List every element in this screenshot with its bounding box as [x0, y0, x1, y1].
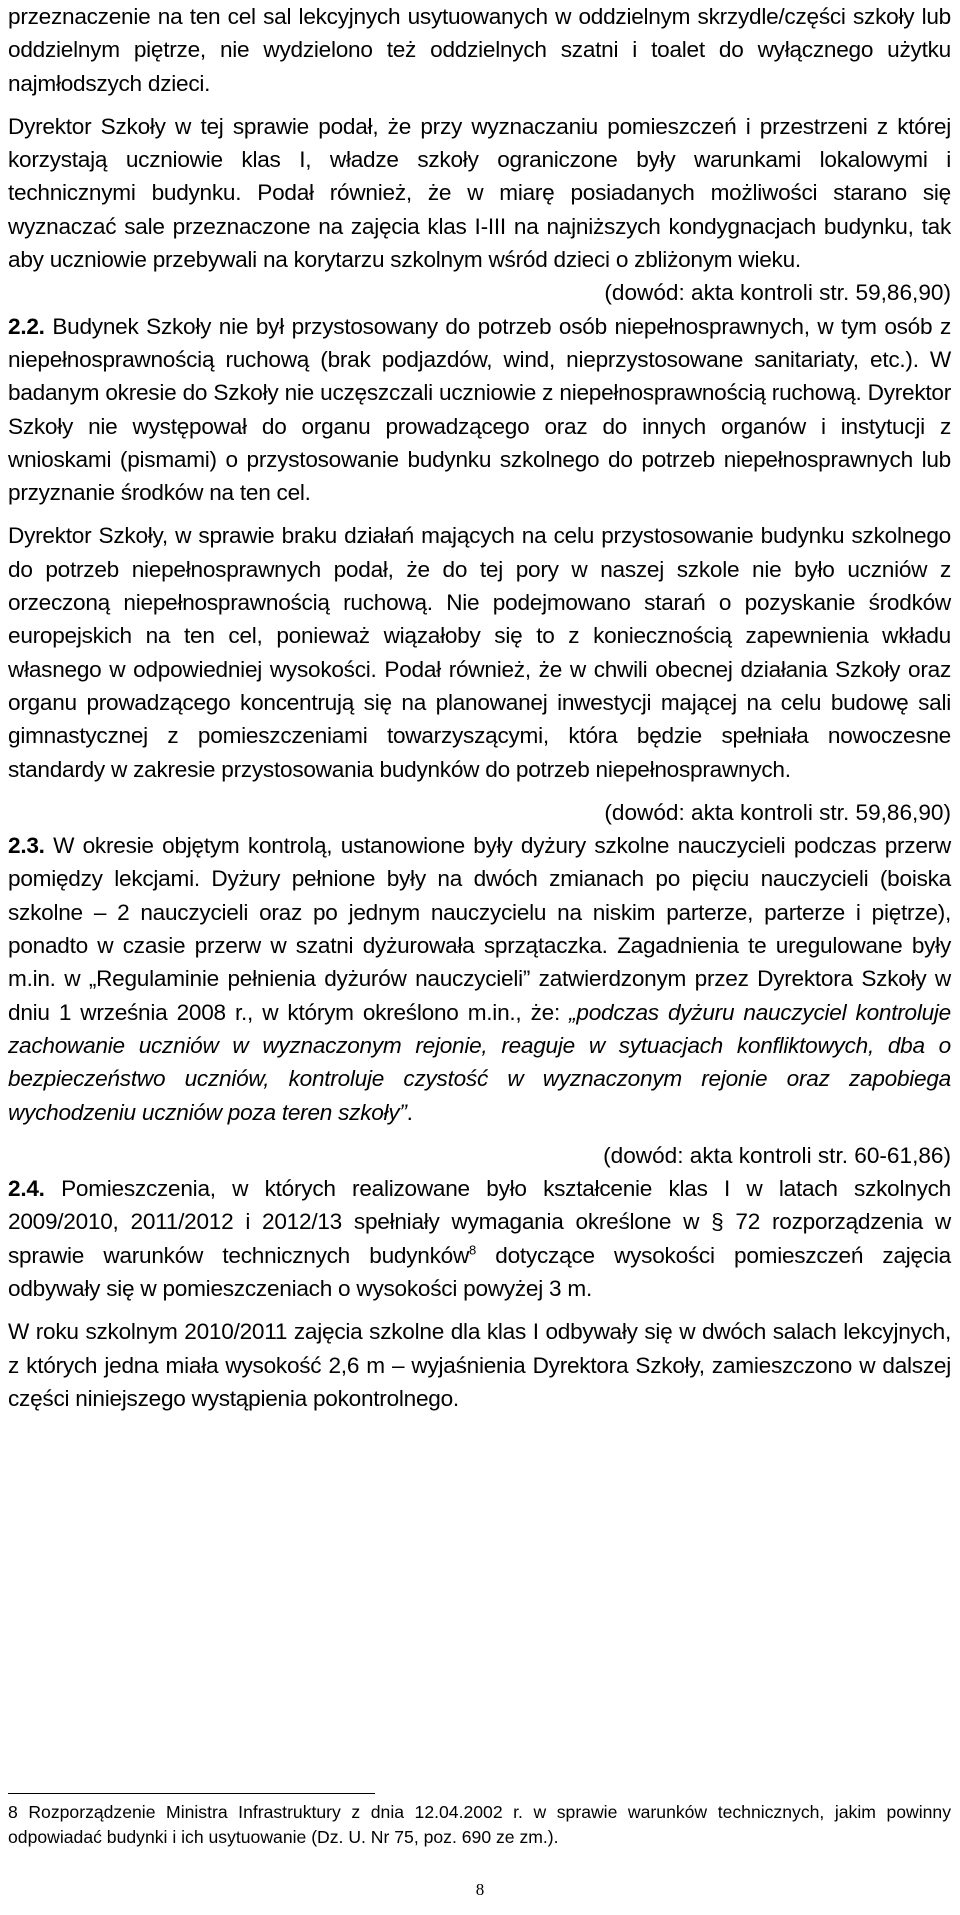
evidence-reference: (dowód: akta kontroli str. 60-61,86)	[603, 1142, 951, 1168]
section-number: 2.2.	[8, 313, 45, 339]
section-text: Pomieszczenia, w których realizowane było kształcenie klas I w latach szkolnych 2009/2010, 2011/2012 i 2012/13 spełniały wymagania określone w § 72 rozporządzenia w sprawie warunków technicznych budynków	[8, 1176, 951, 1268]
section-number: 2.3.	[8, 833, 45, 859]
section-text-rest: dotyczące wysokości pomieszczeń zajęcia odbywały się w pomieszczeniach o wysokości powyżej 3 m.	[8, 1242, 951, 1301]
footnote-separator	[8, 1793, 375, 1794]
paragraph-2010-2011: W roku szkolnym 2010/2011 zajęcia szkolne dla klas I odbywały się w dwóch salach lekcyjnych, z których jedna miała wysokość 2,6 m – wyjaśnienia Dyrektora Szkoły, zamieszczono w dalszej części niniejszego wystąpienia pokontrolnego.	[8, 1319, 951, 1411]
evidence-reference: (dowód: akta kontroli str. 59,86,90)	[604, 799, 951, 825]
section-text-end: .	[406, 1099, 413, 1125]
section-text: W okresie objętym kontrolą, ustanowione były dyżury szkolne nauczycieli podczas przerw pomiędzy lekcjami. Dyżury pełnione były na dwóch zmianach po pięciu nauczycieli (boiska szkolne – 2 nauczycieli oraz po jednym nauczycielu na niskim parterze, parterze i piętrze), ponadto w czasie przerw w szatni dyżurowała sprzątaczka. Zagadnienia te uregulowane były m.in. w „Regulaminie pełnienia dyżurów nauczycieli” zatwierdzonym przez Dyrektora Szkoły w dniu 1 września 2008 r., w którym określono m.in., że:	[8, 833, 951, 1025]
footnote-marker[interactable]: 8	[469, 1242, 476, 1258]
section-2-2	[8, 310, 951, 510]
paragraph-continuation: przeznaczenie na ten cel sal lekcyjnych usytuowanych w oddzielnym skrzydle/części szkoły lub oddzielnym piętrze, nie wydzielono też oddzielnych szatni i toalet do wyłącznego użytku najmłodszych dzieci.	[8, 4, 951, 96]
section-2-3	[8, 829, 951, 1129]
evidence-reference: (dowód: akta kontroli str. 59,86,90)	[604, 280, 951, 306]
paragraph-director-explanation: Dyrektor Szkoły w tej sprawie podał, że przy wyznaczaniu pomieszczeń i przestrzeni z której korzystają uczniowie klas I, władze szkoły ograniczone były warunkami lokalowymi i technicznymi budynku. Podał również, że w miarę posiadanych możliwości starano się wyznaczać sale przeznaczone na zajęcia klas I-III na najniższych kondygnacjach budynku, tak aby uczniowie przebywali na korytarzu szkolnym wśród dzieci o zbliżonym wieku.	[8, 113, 951, 273]
paragraph-director-disability: Dyrektor Szkoły, w sprawie braku działań mających na celu przystosowanie budynku szkolnego do potrzeb niepełnosprawnych podał, że do tej pory w naszej szkole nie było uczniów z orzeczoną niepełnosprawnością ruchową. Nie podejmowano starań o pozyskanie środków europejskich na ten cel, ponieważ wiązałoby się to z koniecznością zapewnienia wkładu własnego w odpowiedniej wysokości. Podał również, że w chwili obecnej działania Szkoły oraz organu prowadzącego koncentrują się na planowanej inwestycji mającej na celu budowę sali gimnastycznej z pomieszczeniami towarzyszącymi, która będzie spełniała nowoczesne standardy w zakresie przystosowania budynków do potrzeb niepełnosprawnych.	[8, 523, 951, 782]
footnote-number: 8	[8, 1802, 18, 1822]
regulation-quote: „podczas dyżuru nauczyciel kontroluje zachowanie uczniów w wyznaczonym rejonie, reaguje w sytuacjach konfliktowych, dba o bezpieczeństwo uczniów, kontroluje czystość w wyznaczonym rejonie oraz zapobiega wychodzeniu uczniów poza teren szkoły”	[8, 999, 951, 1125]
section-2-4	[8, 1172, 951, 1305]
section-text: Budynek Szkoły nie był przystosowany do potrzeb osób niepełnosprawnych, w tym osób z niepełnosprawnością ruchową (brak podjazdów, wind, nieprzystosowane sanitariaty, etc.). W badanym okresie do Szkoły nie uczęszczali uczniowie z niepełnosprawnością ruchową. Dyrektor Szkoły nie występował do organu prowadzącego oraz do innych organów i instytucji z wnioskami (pismami) o przystosowanie budynku szkolnego do potrzeb niepełnosprawnych lub przyznanie środków na ten cel.	[8, 313, 951, 506]
section-number: 2.4.	[8, 1176, 45, 1202]
body-text	[8, 0, 951, 1415]
footnote	[8, 1800, 951, 1850]
footnote-text: Rozporządzenie Ministra Infrastruktury z dnia 12.04.2002 r. w sprawie warunków technicznych, jakim powinny odpowiadać budynki i ich usytuowanie (Dz. U. Nr 75, poz. 690 ze zm.).	[8, 1802, 951, 1847]
page-number: 8	[475, 1880, 485, 1899]
